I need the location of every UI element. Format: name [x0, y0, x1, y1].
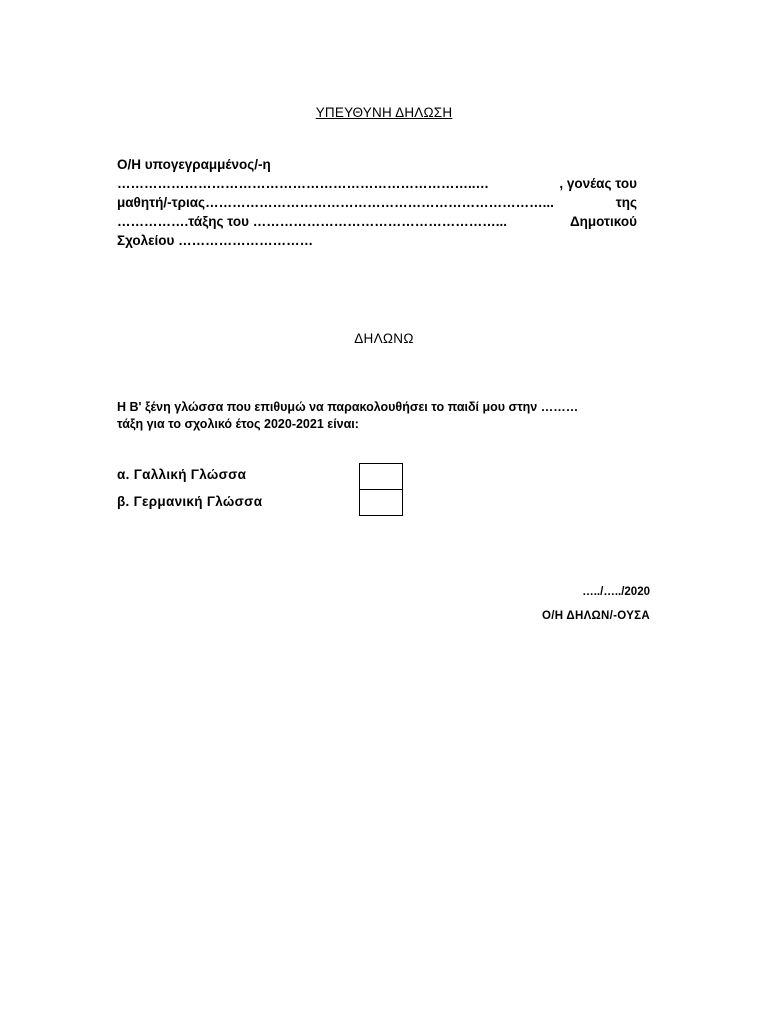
intro-line-4 — [117, 212, 637, 231]
intro-line-5: Σχολείου ………………………… — [117, 233, 314, 248]
option-french-label: α. Γαλλική Γλώσσα — [117, 467, 247, 482]
intro-line-3 — [117, 193, 637, 212]
intro-paragraph — [117, 155, 637, 250]
document-title: ΥΠΕΥΘΥΝΗ ΔΗΛΩΣΗ — [315, 105, 453, 120]
of-text: της — [615, 195, 637, 210]
parent-of-text: , γονέας του — [559, 176, 637, 191]
signer-label: Ο/Η ΔΗΛΩΝ/-ΟΥΣΑ — [541, 610, 650, 622]
student-name-blank: μαθητή/-τριας…………………………………………………………………... — [117, 195, 554, 210]
question-line-2: τάξη για το σχολικό έτος 2020-2021 είναι: — [117, 417, 359, 431]
intro-line-2 — [117, 174, 637, 193]
question-line-1: Η Β' ξένη γλώσσα που επιθυμώ να παρακολουθήσει το παιδί μου στην ……… — [117, 400, 579, 414]
parent-name-blank: ……………………………………………………………………..… — [117, 176, 490, 191]
declare-heading: ΔΗΛΩΝΩ — [354, 331, 414, 346]
date-field: …../…../2020 — [582, 586, 650, 598]
option-german-label: β. Γερμανική Γλώσσα — [117, 494, 263, 509]
primary-text: Δημοτικού — [569, 214, 637, 229]
intro-line-1: Ο/Η υπογεγραμμένος/-η — [117, 157, 271, 172]
language-question — [117, 399, 657, 433]
grade-school-blank: …………….τάξης του ………………………………………………... — [117, 214, 507, 229]
option-french-checkbox[interactable] — [359, 463, 403, 490]
option-german-checkbox[interactable] — [359, 489, 403, 516]
